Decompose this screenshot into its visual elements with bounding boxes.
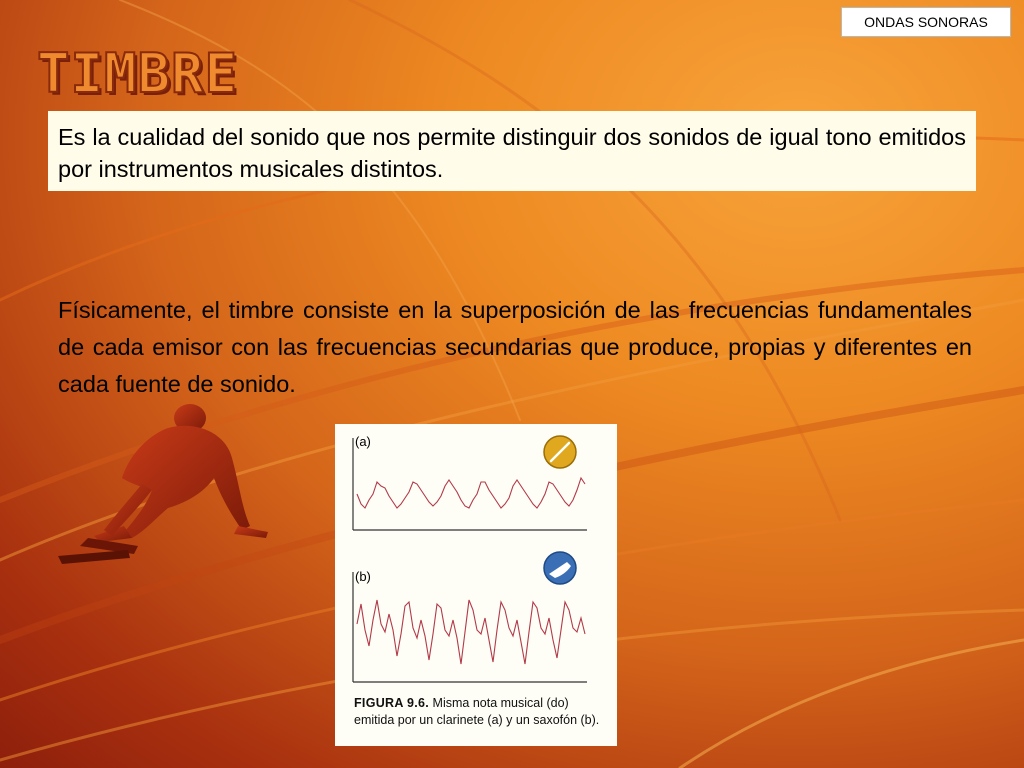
- clarinet-waveform: [357, 478, 585, 508]
- figure-caption-text: Misma nota musical (do) emitida por un clarinete (a) y un saxofón (b).: [354, 696, 600, 727]
- saxophone-icon: [544, 552, 576, 584]
- waveform-figure: [335, 424, 617, 746]
- panel-b-label: (b): [355, 569, 371, 584]
- panel-a-label: (a): [355, 434, 371, 449]
- explanation-lead-word: Físicamente: [58, 297, 186, 323]
- section-tag: ONDAS SONORAS: [841, 7, 1011, 37]
- definition-box: [48, 111, 976, 191]
- definition-text: Es la cualidad del sonido que nos permite distinguir dos sonidos de igual tono emitidos por instrumentos musicales distintos.: [58, 124, 966, 182]
- saxophone-waveform: [357, 600, 585, 664]
- figure-number: FIGURA 9.6.: [354, 696, 430, 710]
- waveform-plots: [335, 424, 617, 694]
- clarinet-icon: [544, 436, 576, 468]
- runner-silhouette-icon: [28, 398, 288, 578]
- page-title: TIMBRE: [37, 42, 239, 105]
- figure-caption: [354, 695, 609, 729]
- explanation-text: , el timbre consiste en la superposición de las frecuencias fundamentales de cada emisor con las frecuencias secundarias que produce, propias y diferentes en cada fuente de sonido.: [58, 297, 972, 397]
- explanation-paragraph: [58, 292, 972, 403]
